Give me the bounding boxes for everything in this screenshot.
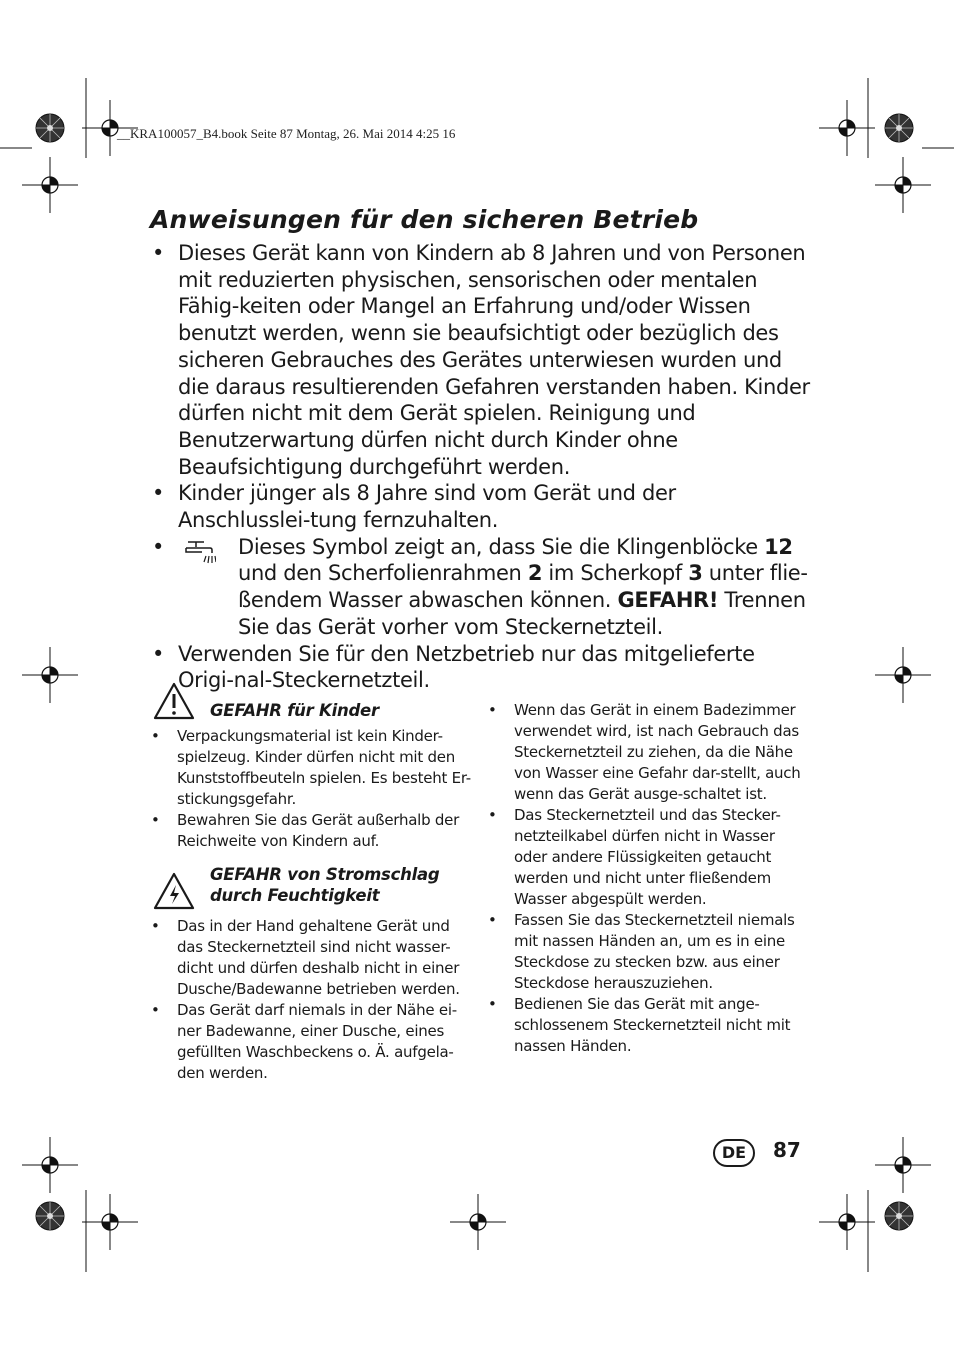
list-item: • Bedienen Sie das Gerät mit ange-schlossenem Steckernetzteil nicht mit nassen Händen. [487, 994, 807, 1057]
symbol-text-1: Dieses Symbol zeigt an, dass Sie die Klingenblöcke [238, 534, 765, 559]
list-item: • Fassen Sie das Steckernetzteil niemals mit nassen Händen an, um es in eine Steckdose zu stecken bzw. aus einer Steckdose herauszuziehen. [487, 910, 807, 994]
list-item [150, 534, 810, 641]
language-badge: DE [713, 1139, 755, 1167]
list-item: • Wenn das Gerät in einem Badezimmer verwendet wird, ist nach Gebrauch das Steckernetzteil zu ziehen, da die Nähe von Wasser eine Gefahr dar-stellt, auch wenn das Gerät ausge-schaltet ist. [487, 700, 807, 805]
warning-electric-title [197, 864, 439, 906]
warning-electric-title-line1: GEFAHR von Stromschlag [210, 865, 440, 884]
symbol-text-5: Trennen Sie das Gerät vorher vom Steckernetzteil. [238, 588, 806, 639]
section-title: Anweisungen für den sicheren Betrieb [150, 205, 699, 234]
warning-electric-header [150, 864, 472, 916]
page-number: 87 [773, 1138, 801, 1162]
danger-label: GEFAHR! [617, 588, 719, 613]
part-number-12: 12 [764, 534, 793, 559]
file-info-header: __KRA100057_B4.book Seite 87 Montag, 26. Mai 2014 4:25 16 [117, 126, 456, 141]
list-item: • Dieses Gerät kann von Kindern ab 8 Jahren und von Personen mit reduzierten physischen, sensorischen oder mentalen Fähig-keiten oder Mangel an Erfahrung und/oder Wissen benutzt werden, wenn sie beaufsichtigt oder bezüglich des sicheren Gebrauches des Gerätes unterwiesen wurden und die daraus resultierenden Gefahren verstanden haben. Kinder dürfen nicht mit dem Gerät spielen. Reinigung und Benutzerwartung dürfen nicht durch Kinder ohne Beaufsichtigung durchgeführt werden. [150, 240, 810, 480]
children-warning-list [150, 726, 472, 852]
electric-warning-list-continued [487, 700, 807, 1057]
list-item: • Kinder jünger als 8 Jahre sind vom Gerät und der Anschlusslei-tung fernzuhalten. [150, 480, 810, 533]
list-item: • Bewahren Sie das Gerät außerhalb der Reichweite von Kindern auf. [150, 810, 472, 852]
list-item: • Verpackungsmaterial ist kein Kinder-spielzeug. Kinder dürfen nicht mit den Kunststoffbeuteln spielen. Es besteht Er-stickungsgefahr. [150, 726, 472, 810]
list-item: • Das Steckernetzteil und das Stecker-netzteilkabel dürfen nicht in Wasser oder andere Flüssigkeiten getaucht werden und nicht unter fließendem Wasser abgespült werden. [487, 805, 807, 910]
list-item: • Verwenden Sie für den Netzbetrieb nur das mitgelieferte Origi-nal-Steckernetzteil. [150, 641, 810, 694]
list-item: • Das in der Hand gehaltene Gerät und das Steckernetzteil sind nicht wasser-dicht und dürfen deshalb nicht in einer Dusche/Badewanne betrieben werden. [150, 916, 472, 1000]
electric-warning-list [150, 916, 472, 1084]
water-tap-icon [182, 534, 228, 641]
symbol-text-4: unter flie-ßendem Wasser abwaschen können. [238, 561, 808, 613]
warnings-left-column [150, 682, 472, 1084]
electric-shock-triangle-icon [153, 864, 197, 916]
symbol-text-3: im Scherkopf [542, 561, 689, 586]
symbol-text-2: und den Scherfolienrahmen [238, 561, 528, 586]
part-number-3: 3 [688, 561, 703, 586]
part-number-2: 2 [527, 561, 543, 586]
warning-electric-title-line2: durch Feuchtigkeit [210, 886, 380, 905]
safety-instructions-list [150, 240, 810, 694]
list-item: • Das Gerät darf niemals in der Nähe ei-ner Badewanne, einer Dusche, eines gefüllten Waschbeckens o. Ä. aufgela-den werden. [150, 1000, 472, 1084]
warnings-right-column [487, 700, 807, 1057]
warning-triangle-icon [153, 682, 197, 726]
warning-children-title: GEFAHR für Kinder [210, 701, 379, 720]
warning-children-header [150, 682, 472, 726]
